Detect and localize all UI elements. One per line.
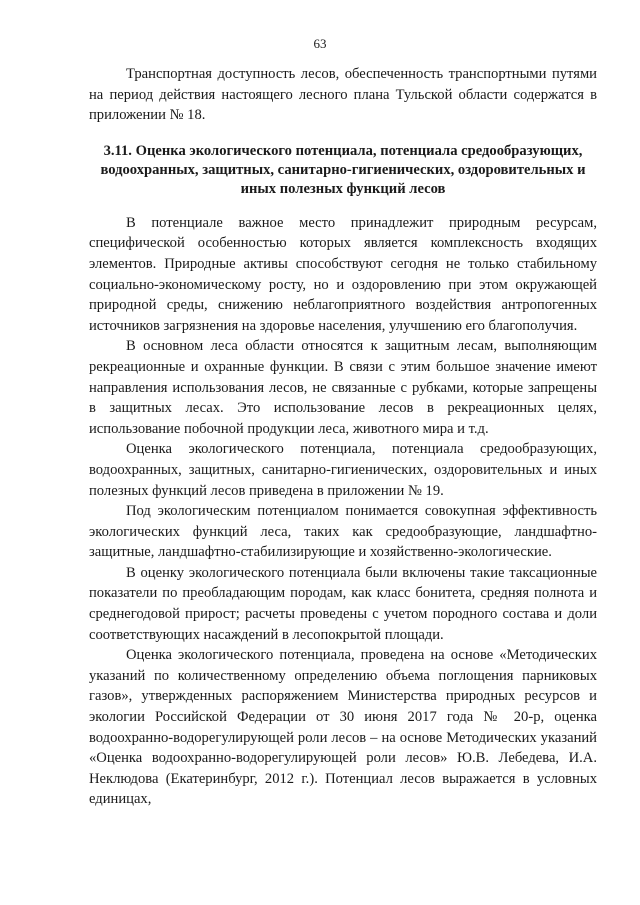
paragraph-ecological-potential-definition: Под экологическим потенциалом понимается совокупная эффективность экологических функций леса, таких как средообразующие, ландшафтно-защитные, ландшафтно-стабилизирующие и хозяйственно-экологические. — [89, 503, 597, 561]
page-number: 63 — [313, 36, 327, 51]
paragraph-natural-resources: В потенциале важное место принадлежит природным ресурсам, специфической особенностью которых является комплексность входящих элементов. Природные активы способствуют сегодня не только стабильному социально-экономическому росту, но и оздоровлению при этом окружающей природной среды, снижению неблагоприятного воздействия антропогенных источников загрязнения на здоровье населения, улучшению его благополучия. — [89, 214, 597, 334]
paragraph-protective-forests: В основном леса области относятся к защитным лесам, выполняющим рекреационные и охранные функции. В связи с этим большое значение имеют направления использования лесов, не связанные с рубками, которые запрещены в защитных лесах. Это использование лесов в рекреационных целях, использование побочной продукции леса, животного мира и т.д. — [89, 338, 597, 437]
document-body — [89, 64, 597, 810]
paragraph-methodology: Оценка экологического потенциала, проведена на основе «Методических указаний по количественному определению объема поглощения парниковых газов», утвержденных распоряжением Министерства природных ресурсов и экологии Российской Федерации от 30 июня 2017 года № 20-р, оценка водоохранно-водорегулирующей роли лесов – на основе Методических указаний «Оценка водоохранно-водорегулирующей роли лесов» Ю.В. Лебедева, И.А. Неклюдова (Екатеринбург, 2012 г.). Потенциал лесов выражается в условных единицах, — [89, 647, 597, 808]
paragraph-taxation-indicators: В оценку экологического потенциала были включены такие таксационные показатели по преобладающим породам, как класс бонитета, средняя полнота и среднегодовой прирост; расчеты проведены с учетом породного состава и доли соответствующих насаждений в лесопокрытой площади. — [89, 564, 597, 643]
section-heading: 3.11. Оценка экологического потенциала, потенциала средообразующих, водоохранных, защитных, санитарно-гигиенических, оздоровительных и иных полезных функций лесов — [100, 142, 586, 197]
paragraph-assessment-appendix: Оценка экологического потенциала, потенциала средообразующих, водоохранных, защитных, санитарно-гигиенических, оздоровительных и иных полезных функций лесов приведена в приложении № 19. — [89, 441, 597, 499]
intro-paragraph: Транспортная доступность лесов, обеспеченность транспортными путями на период действия настоящего лесного плана Тульской области содержатся в приложении № 18. — [89, 66, 597, 124]
